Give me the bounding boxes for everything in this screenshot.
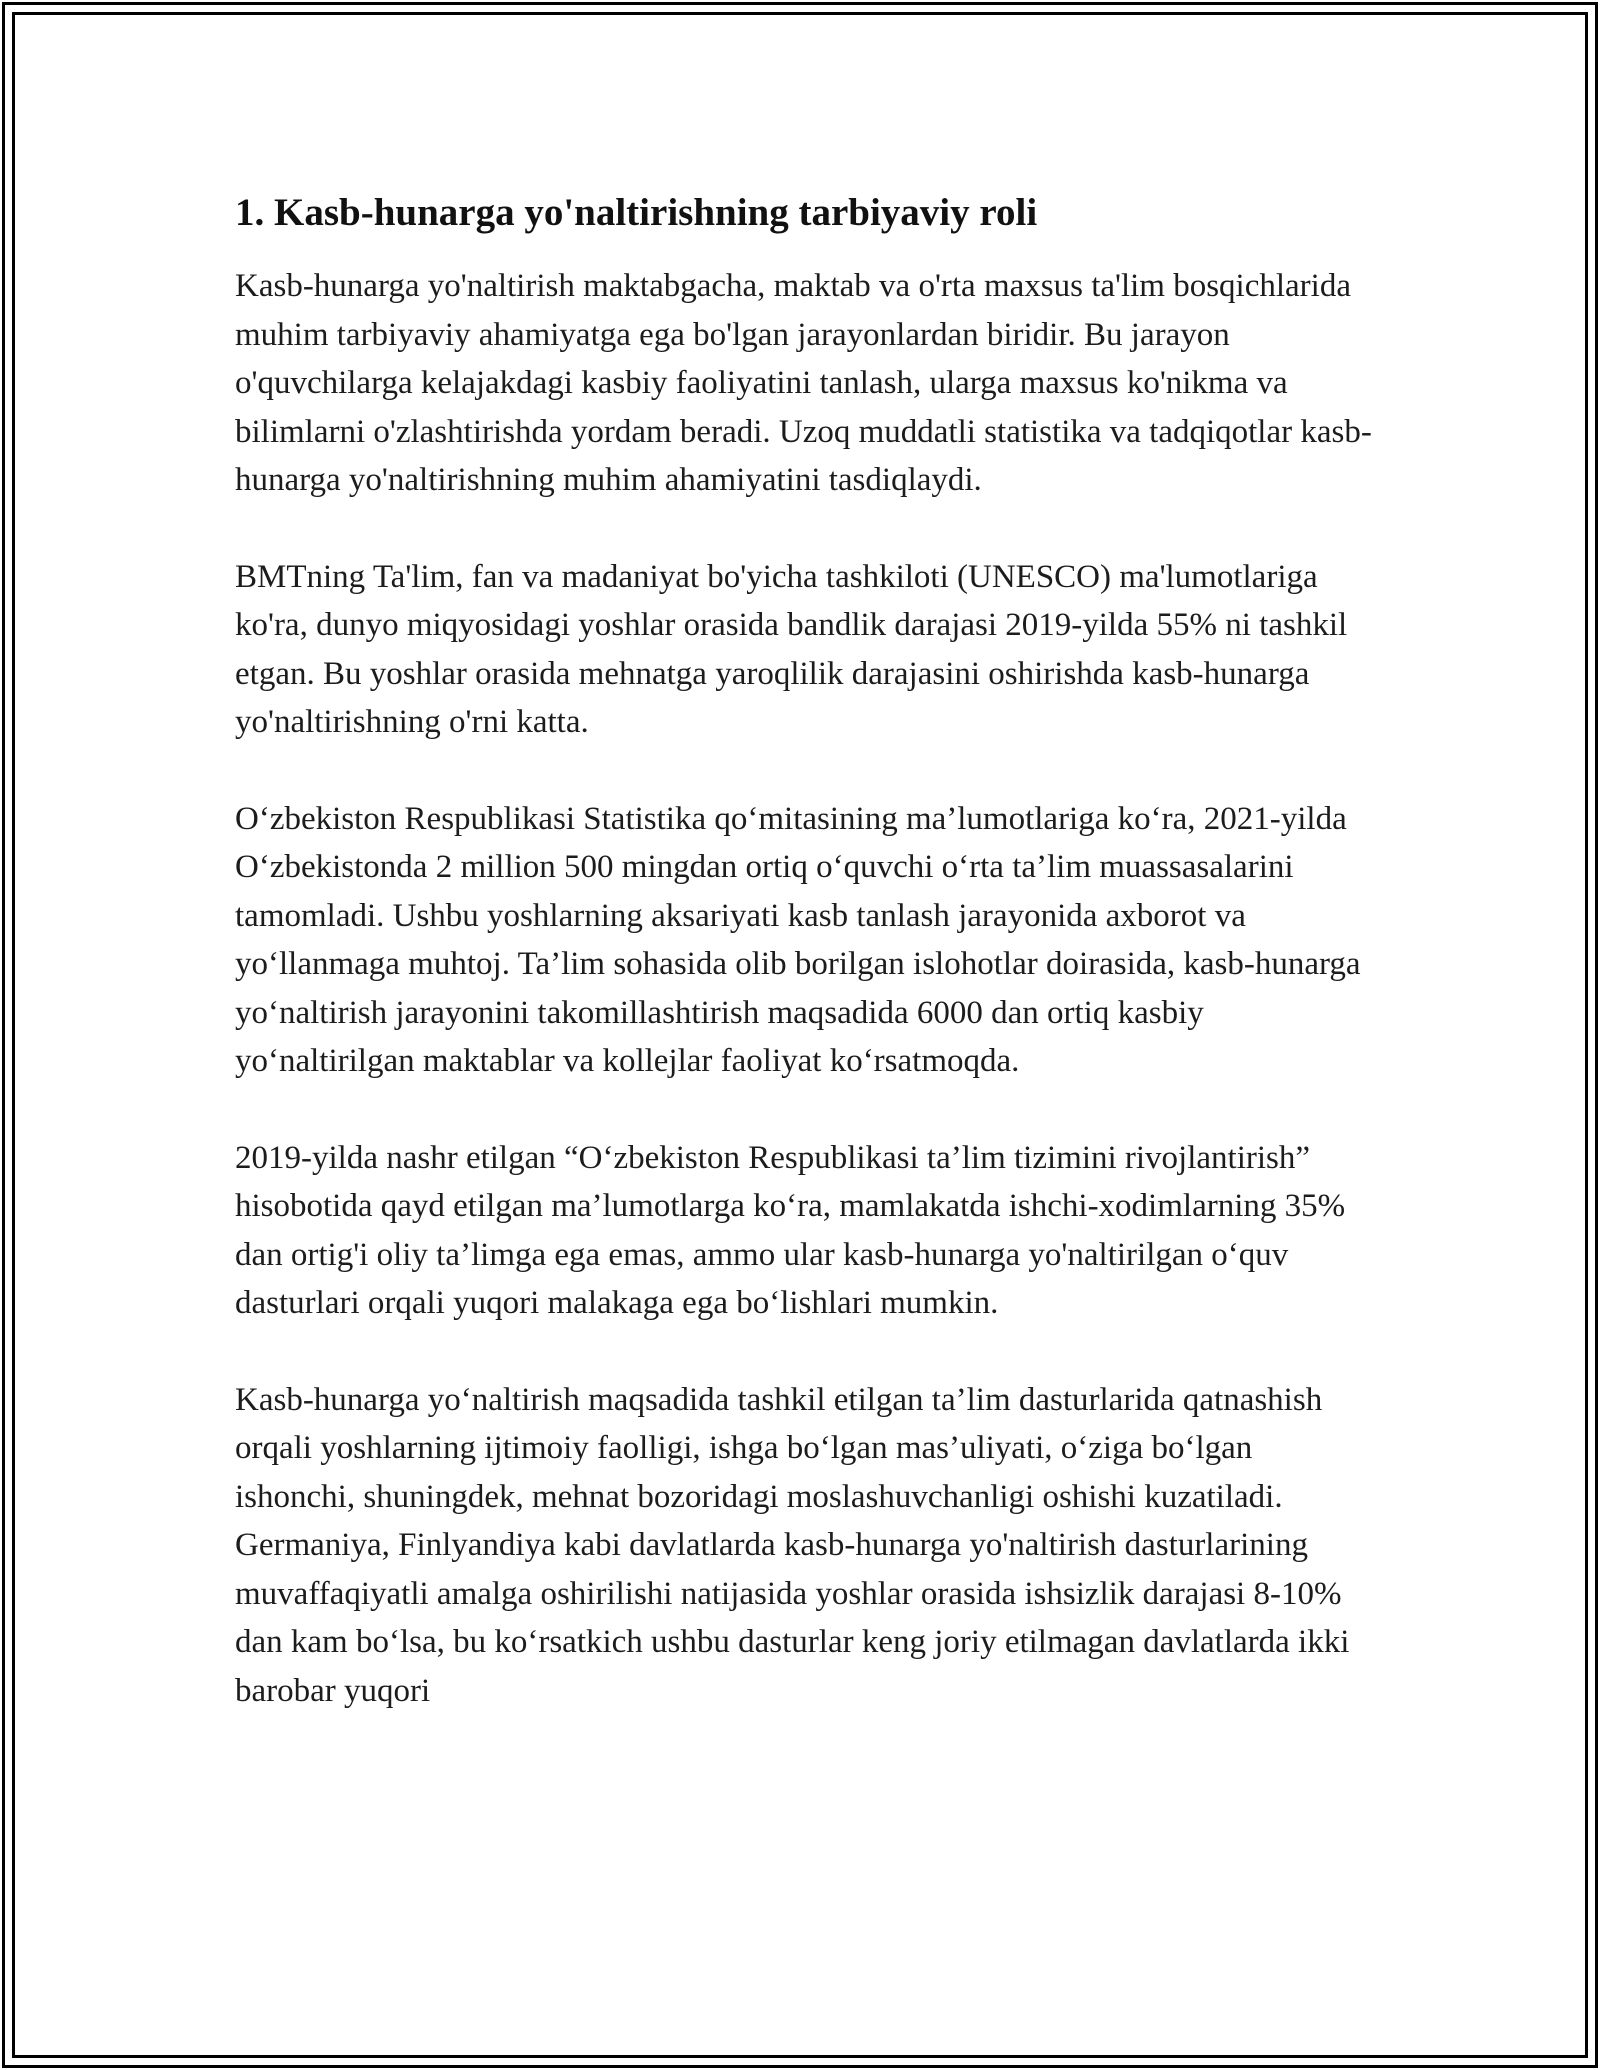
paragraph-programs-outcomes: Kasb-hunarga yo‘naltirish maqsadida tashkil etilgan ta’lim dasturlarida qatnashish orqali yoshlarning ijtimoiy faolligi, ishga bo‘lgan mas’uliyati, o‘ziga bo‘lgan ishonchi, shuningdek, mehnat bozoridagi moslashuvchanligi oshishi kuzatiladi. Germaniya, Finlyandiya kabi davlatlarda kasb-hunarga yo'naltirish dasturlarining muvaffaqiyatli amalga oshirilishi natijasida yoshlar orasida ishsizlik darajasi 8-10% dan kam bo‘lsa, bu ko‘rsatkich ushbu dasturlar keng joriy etilmagan davlatlarda ikki barobar yuqori (235, 1381, 1350, 1709)
paragraph-intro: Kasb-hunarga yo'naltirish maktabgacha, maktab va o'rta maxsus ta'lim bosqichlarida muhim tarbiyaviy ahamiyatga ega bo'lgan jarayonlardan biridir. Bu jarayon o'quvchilarga kelajakdagi kasbiy faoliyatini tanlash, ularga maxsus ko'nikma va bilimlarni o'zlashtirishda yordam beradi. Uzoq muddatli statistika va tadqiqotlar kasb-hunarga yo'naltirishning muhim ahamiyatini tasdiqlaydi. (235, 268, 1372, 498)
document-body (235, 186, 1375, 1715)
paragraph-statistics-committee: O‘zbekiston Respublikasi Statistika qo‘mitasining ma’lumotlariga ko‘ra, 2021-yilda O‘zbekistonda 2 million 500 mingdan ortiq o‘quvchi o‘rta ta’lim muassasalarini tamomladi. Ushbu yoshlarning aksariyati kasb tanlash jarayonida axborot va yo‘llanmaga muhtoj. Ta’lim sohasida olib borilgan islohotlar doirasida, kasb-hunarga yo‘naltirish jarayonini takomillashtirish maqsadida 6000 dan ortiq kasbiy yo‘naltirilgan maktablar va kollejlar faoliyat ko‘rsatmoqda. (235, 800, 1361, 1079)
section-heading: 1. Kasb-hunarga yo'naltirishning tarbiyaviy roli (235, 191, 1038, 234)
paragraph-unesco: BMTning Ta'lim, fan va madaniyat bo'yicha tashkiloti (UNESCO) ma'lumotlariga ko'ra, dunyo miqyosidagi yoshlar orasida bandlik darajasi 2019-yilda 55% ni tashkil etgan. Bu yoshlar orasida mehnatga yaroqlilik darajasini oshirishda kasb-hunarga yo'naltirishning o'rni katta. (235, 558, 1348, 740)
paragraph-education-report: 2019-yilda nashr etilgan “O‘zbekiston Respublikasi ta’lim tizimini rivojlantirish” hisobotida qayd etilgan ma’lumotlarga ko‘ra, mamlakatda ishchi-xodimlarning 35% dan ortig'i oliy ta’limga ega emas, ammo ular kasb-hunarga yo'naltirilgan o‘quv dasturlari orqali yuqori malakaga ega bo‘lishlari mumkin. (235, 1139, 1346, 1321)
